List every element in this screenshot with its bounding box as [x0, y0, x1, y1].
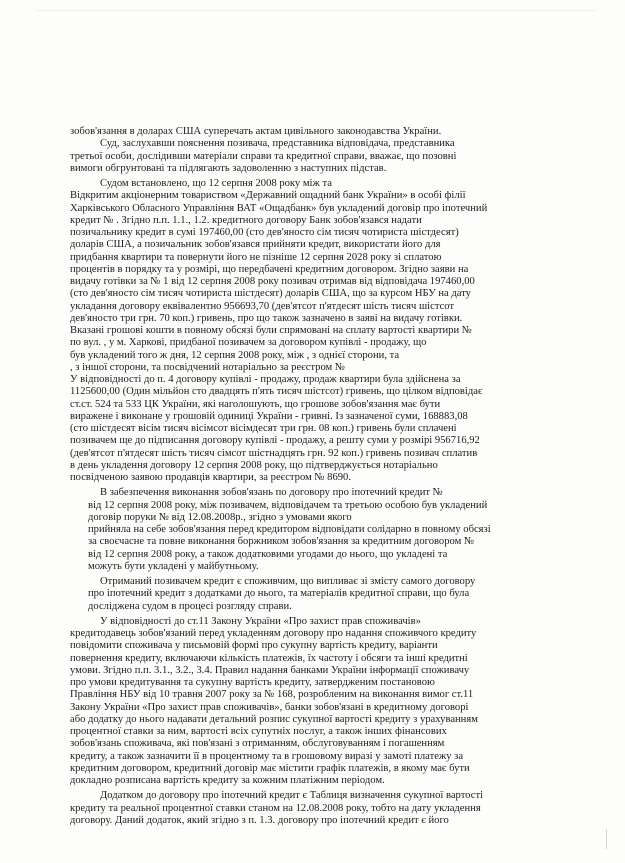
text-line: договір поруки № від 12.08.2008р., згідно з умовами якого [88, 511, 352, 523]
text-line: можуть бути укладені у майбутньому. [88, 560, 259, 572]
text-line: посвідченою заявою продавців квартири, за реєстром № 8690. [70, 472, 351, 483]
text-line: У відповідності до ст.11 Закону України «Про захист прав споживачів» [100, 615, 421, 627]
scan-mark [606, 829, 607, 849]
text-line: в день укладення договору 12 серпня 2008 року, що підтверджується нотаріально [70, 459, 438, 471]
text-line: по вул. , у м. Харкові, придбаної позивачем за договором купівлі - продажу, що [70, 337, 427, 349]
text-line: кредитним договором, кредитний договір має містити графік платежів, в якому має бути [70, 762, 470, 774]
text-line: (сто дев'яносто сім тисяч чотириста шістдесят) доларів США, що за курсом НБУ на дату [70, 288, 471, 300]
text-line: Відкритим акціонерним товариством «Державний ощадний банк України» в особі філії [70, 190, 466, 202]
text-line: дев'яносто три грн. 70 коп.) гривень, про що також зазначено в заяві на видачу готівки. [70, 312, 463, 324]
text-line: Отриманий позивачем кредит є споживчим, що випливає зі змісту самого договору [100, 576, 476, 587]
text-line: придбання квартири та повернути його не пізніше 12 серпня 2028 року зі сплатою [70, 251, 442, 263]
text-line: вимоги обгрунтовані та підлягають задоволенню з наступних підстав. [70, 162, 387, 174]
text-line: процентів в порядку та у розмірі, що передбачені кредитним договором. Згідно заяви на [70, 263, 469, 275]
text-line: , з іншої сторони, та посвідчений нотаріально за реєстром № [70, 361, 346, 373]
text-line: (дев'ятсот п'ятдесят шість тисяч сімсот шістнадцять грн. 92 коп.) гривень позивач сплатив [70, 447, 478, 459]
text-line: докладно розписана вартість кредиту за кожним платіжним періодом. [70, 775, 385, 786]
text-line: договору. Даний додаток, який згідно з п. 1.3. договору про іпотечний кредит є його [70, 814, 449, 826]
text-line: кредитодавець зобов'язаний перед укладенням договору про надання споживчого кредиту [70, 628, 477, 639]
text-line: про іпотечний кредит з додатками до нього, та матеріалів кредитної справи, що була [88, 588, 470, 600]
text-line: зобов'язань споживача, які пов'язані з отриманням, обслуговуванням і погашенням [70, 738, 445, 750]
text-line: Вказані грошові кошти в повному обсязі були спрямовані на сплату вартості квартири № [70, 325, 472, 336]
text-line: був укладений того ж дня, 12 серпня 2008 року, між , з однієї сторони, та [70, 349, 400, 361]
text-line: або додатку до нього надавати детальний розпис сукупної вартості кредиту з урахуванням [70, 713, 478, 725]
text-line: від 12 серпня 2008 року, між позивачем, відповідачем та третьою особою був укладений [88, 499, 488, 511]
text-line: Суд, заслухавши пояснення позивача, представника відповідача, представника [100, 138, 455, 150]
text-line: Харківського Обласного Управління ВАТ «Ощадбанк» був укладений договір про іпотечний [70, 202, 488, 214]
text-line: кредиту, а також зазначити її в процентному та в грошовому виразі у замоті платежу за [70, 750, 464, 762]
text-line: укладання договору еквівалентно 956693,70 (дев'ятсот п'ятдесят шість тисяч шістсот [70, 300, 455, 312]
text-line: процентної ставки за ним, вартості всіх супутніх послуг, а також інших фінансових [70, 726, 447, 737]
text-line: від 12 серпня 2008 року, а також додатковими угодами до нього, що укладені та [88, 548, 448, 560]
text-line: кредит № . Згідно п.п. 1.1., 1.2. кредитного договору Банк зобов'язався надати [70, 214, 422, 226]
text-line: кредиту та реальної процентної ставки станом на 12.08.2008 року, тобто на дату укладення [70, 802, 481, 814]
text-line: видачу готівки за № 1 від 12 серпня 2008 року позивач отримав від відповідача 197460,00 [70, 276, 475, 287]
document-body [70, 126, 598, 827]
text-line: позивачем ще до підписання договору купівлі - продажу, а решту суми у розмірі 956716,92 [70, 435, 480, 447]
text-line: У відповідності до п. 4 договору купівлі - продажу, продаж квартири була здійснена за [70, 374, 461, 385]
text-line: В забезпечення виконання зобов'язань по договору про іпотечний кредит № [100, 487, 443, 499]
text-line: доларів США, а позичальник зобов'язався прийняти кредит, використати його для [70, 239, 441, 251]
text-line: зобов'язання в доларах США суперечать актам цивільного законодавства України. [70, 126, 442, 137]
text-line: Закону України «Про захист прав споживачів», банки зобов'язані в кредитному договорі [70, 701, 469, 713]
text-line: виражене і виконане у грошовій одиниці України - гривні. Із зазначеної суми, 168883,08 [70, 410, 468, 422]
text-line: (сто шістдесят вісім тисяч вісімсот вісімдесят три грн. 08 коп.) гривень були сплачені [70, 423, 457, 434]
text-line: третьої особи, дослідивши матеріали справи та кредитної справи, вважає, що позовні [70, 150, 457, 162]
text-line: прийняла на себе зобов'язання перед кредитором відповідати солідарно в повному обсязі [88, 524, 491, 535]
text-line: за своєчасне та повне виконання боржником зобов'язання за кредитним договором № [88, 536, 475, 548]
text-line: досліджена судом в процесі розгляду справи. [88, 600, 292, 612]
text-line: Додатком до договору про іпотечний кредит є Таблиця визначення сукупної вартості [100, 790, 484, 802]
text-line: повернення кредиту, включаючи кількість платежів, їх частоту і обсяги та інші кредитні [70, 652, 468, 664]
text-line: про умови кредитування та сукупну вартість кредиту, затвердженим постановою [70, 677, 435, 688]
text-line: умови. Згідно п.п. 3.1., 3.2., 3.4. Правил надання банками України інформації споживачу [70, 664, 470, 676]
text-line: повідомити споживача у письмовій формі про сукупну вартість кредиту, варіанти [70, 640, 438, 652]
text-line: позичальнику кредит в сумі 197460,00 (сто дев'яносто сім тисяч чотириста шістдесят) [70, 227, 459, 238]
text-line: Судом встановлено, що 12 серпня 2008 року між та [100, 178, 332, 189]
text-line: Правління НБУ від 10 травня 2007 року за № 168, розробленим на виконання вимог ст.11 [70, 689, 474, 701]
text-line: 1125600,00 (Один мільйон сто двадцять п'ять тисяч шістсот) гривень, що цілком відповідає [70, 386, 483, 398]
text-line: ст.ст. 524 та 533 ЦК України, які наголошують, що грошове зобов'язання має бути [70, 398, 441, 410]
